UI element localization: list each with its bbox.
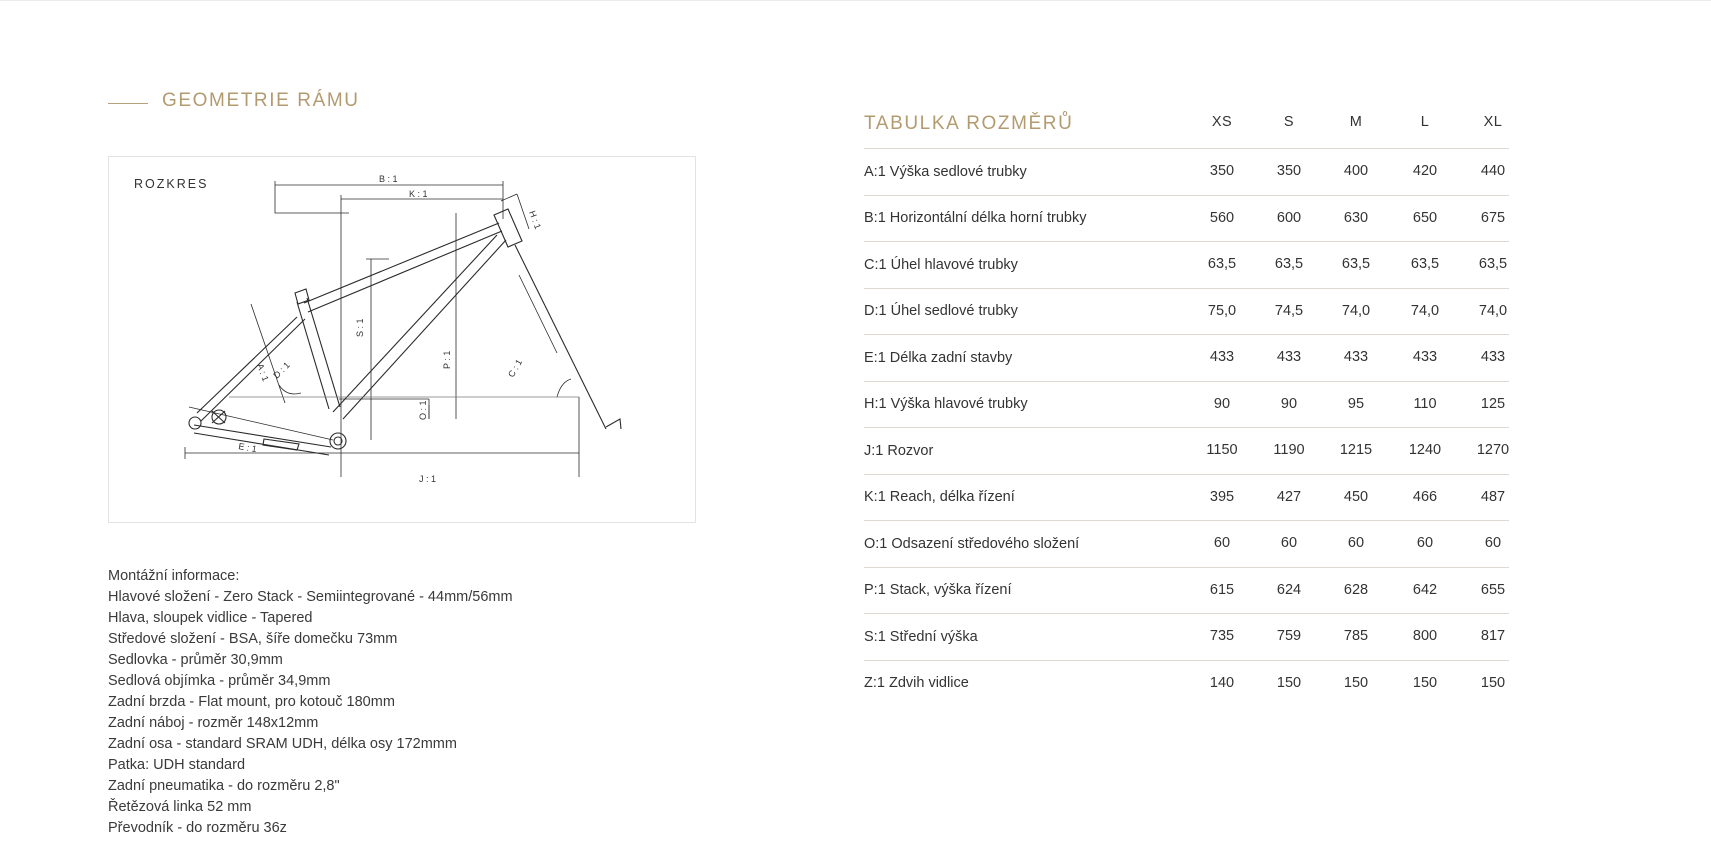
dim-label-s: S : 1: [355, 318, 365, 337]
row-label: S:1 Střední výška: [864, 628, 978, 645]
table-cell: 140: [1209, 674, 1235, 691]
table-cell: 150: [1276, 674, 1302, 691]
table-cell: 90: [1280, 395, 1298, 412]
table-cell: 150: [1343, 674, 1369, 691]
frame-drawing: [108, 156, 696, 523]
table-cell: 74,0: [1341, 302, 1371, 319]
table-row: [864, 242, 1509, 289]
size-header-l: L: [1420, 114, 1430, 130]
table-row: [864, 614, 1509, 661]
table-cell: 800: [1412, 628, 1438, 644]
table-cell: 63,5: [1478, 256, 1508, 272]
geometry-title: GEOMETRIE RÁMU: [162, 90, 360, 111]
row-label: C:1 Úhel hlavové trubky: [864, 256, 1018, 273]
table-row: [864, 475, 1509, 522]
row-label: K:1 Reach, délka řízení: [864, 489, 1015, 506]
mount-info-line: Středové složení - BSA, šíře domečku 73mm: [108, 631, 398, 647]
table-cell: 74,0: [1478, 302, 1508, 319]
table-cell: 1270: [1476, 442, 1510, 458]
mount-info-line: Převodník - do rozměru 36z: [108, 820, 287, 836]
table-cell: 433: [1412, 349, 1438, 365]
table-cell: 433: [1209, 349, 1235, 365]
table-cell: 400: [1343, 163, 1369, 179]
table-cell: 1240: [1408, 442, 1442, 458]
mount-info-line: Montážní informace:: [108, 568, 240, 584]
table-cell: 615: [1209, 581, 1235, 598]
row-label: J:1 Rozvor: [864, 442, 934, 459]
table-cell: 125: [1480, 395, 1506, 412]
heading-rule: [108, 103, 148, 104]
mount-info-line: Zadní osa - standard SRAM UDH, délka osy 172mmm: [108, 736, 457, 752]
table-cell: 735: [1209, 628, 1235, 644]
top-tube: [304, 223, 499, 303]
table-row: [864, 289, 1509, 336]
dim-label-b: B : 1: [379, 174, 398, 184]
table-cell: 785: [1343, 628, 1369, 644]
table-row: [864, 196, 1509, 243]
size-table-header: [864, 104, 1509, 149]
table-cell: 74,5: [1274, 302, 1304, 319]
row-label: Z:1 Zdvih vidlice: [864, 675, 969, 692]
dim-label-h: H : 1: [527, 209, 544, 231]
table-cell: 60: [1213, 535, 1231, 551]
row-label: A:1 Výška sedlové trubky: [864, 163, 1027, 180]
table-cell: 150: [1480, 674, 1506, 691]
mount-info-line: Patka: UDH standard: [108, 757, 246, 773]
table-cell: 628: [1343, 581, 1369, 598]
drawing-label: ROZKRES: [134, 177, 209, 191]
table-cell: 650: [1412, 209, 1438, 226]
dim-label-k: K : 1: [409, 189, 428, 199]
geometry-heading: [108, 88, 360, 114]
table-row: [864, 521, 1509, 568]
table-cell: 350: [1209, 163, 1235, 179]
dim-label-d: D : 1: [271, 359, 292, 381]
top-divider: [0, 0, 1711, 1]
table-cell: 110: [1413, 395, 1437, 412]
table-cell: 60: [1280, 535, 1298, 551]
table-cell: 433: [1480, 349, 1506, 365]
table-cell: 63,5: [1207, 256, 1237, 272]
table-row: [864, 335, 1509, 382]
mount-info-line: Sedlová objímka - průměr 34,9mm: [108, 673, 331, 689]
mount-info-line: Řetězová linka 52 mm: [108, 799, 252, 815]
table-cell: 420: [1412, 163, 1438, 179]
table-cell: 75,0: [1207, 302, 1237, 319]
table-cell: 817: [1480, 628, 1506, 644]
table-cell: 74,0: [1410, 302, 1440, 319]
table-cell: 1150: [1206, 442, 1238, 458]
mount-info-line: Hlavové složení - Zero Stack - Semiintegrované - 44mm/56mm: [108, 589, 513, 605]
table-cell: 63,5: [1410, 256, 1440, 272]
table-cell: 433: [1276, 349, 1302, 365]
size-header-xs: XS: [1211, 114, 1233, 130]
table-cell: 487: [1480, 488, 1506, 505]
table-cell: 560: [1209, 209, 1235, 226]
table-cell: 440: [1480, 163, 1506, 179]
row-label: O:1 Odsazení středového složení: [864, 535, 1080, 552]
table-cell: 630: [1343, 209, 1369, 226]
table-cell: 624: [1276, 581, 1302, 598]
table-cell: 63,5: [1274, 256, 1304, 272]
table-row: [864, 661, 1509, 707]
table-cell: 395: [1209, 488, 1235, 505]
table-cell: 450: [1343, 488, 1369, 505]
row-label: D:1 Úhel sedlové trubky: [864, 303, 1018, 320]
table-cell: 60: [1347, 535, 1365, 551]
size-header-s: S: [1283, 114, 1295, 130]
size-table-title: TABULKA ROZMĚRŮ: [864, 113, 1074, 134]
dim-label-e: E : 1: [237, 441, 258, 455]
row-label: E:1 Délka zadní stavby: [864, 349, 1013, 366]
table-cell: 675: [1480, 209, 1506, 226]
bottom-bracket: [330, 433, 346, 449]
row-label: P:1 Stack, výška řízení: [864, 582, 1012, 599]
table-cell: 1215: [1339, 442, 1373, 458]
mount-info-line: Zadní náboj - rozměr 148x12mm: [108, 715, 319, 731]
mount-info-line: Sedlovka - průměr 30,9mm: [108, 652, 283, 668]
mount-info-line: Zadní pneumatika - do rozměru 2,8": [108, 778, 340, 794]
size-table: [864, 104, 1509, 706]
table-cell: 150: [1412, 674, 1438, 691]
table-cell: 90: [1213, 395, 1231, 412]
fork: [515, 245, 606, 429]
frame-diagram: [109, 157, 697, 524]
table-row: [864, 568, 1509, 615]
mount-info-line: Hlava, sloupek vidlice - Tapered: [108, 610, 313, 626]
size-header-xl: XL: [1483, 114, 1503, 130]
table-row: [864, 428, 1509, 475]
table-cell: 95: [1347, 395, 1365, 412]
table-cell: 642: [1412, 581, 1438, 598]
dim-label-p: P : 1: [442, 350, 452, 369]
table-cell: 350: [1276, 163, 1302, 179]
row-label: B:1 Horizontální délka horní trubky: [864, 210, 1087, 227]
row-label: H:1 Výška hlavové trubky: [864, 396, 1028, 413]
size-header-m: M: [1349, 114, 1363, 130]
table-cell: 466: [1412, 488, 1438, 505]
mount-info-line: Zadní brzda - Flat mount, pro kotouč 180mm: [108, 694, 395, 710]
dim-label-c: C : 1: [506, 357, 525, 379]
table-row: [864, 382, 1509, 429]
table-cell: 433: [1343, 349, 1369, 365]
table-cell: 600: [1276, 209, 1302, 226]
table-row: [864, 149, 1509, 196]
head-tube: [494, 209, 522, 247]
table-cell: 1190: [1273, 442, 1305, 458]
dim-label-o: O : 1: [418, 400, 428, 420]
dim-label-j: J : 1: [419, 474, 437, 484]
table-cell: 759: [1276, 628, 1302, 644]
table-cell: 63,5: [1341, 256, 1371, 272]
mount-info: [108, 566, 668, 839]
table-cell: 655: [1480, 581, 1506, 598]
dim-label-a: A : 1: [255, 362, 271, 383]
table-cell: 427: [1276, 488, 1302, 505]
table-cell: 60: [1416, 535, 1434, 551]
table-cell: 60: [1484, 535, 1502, 551]
